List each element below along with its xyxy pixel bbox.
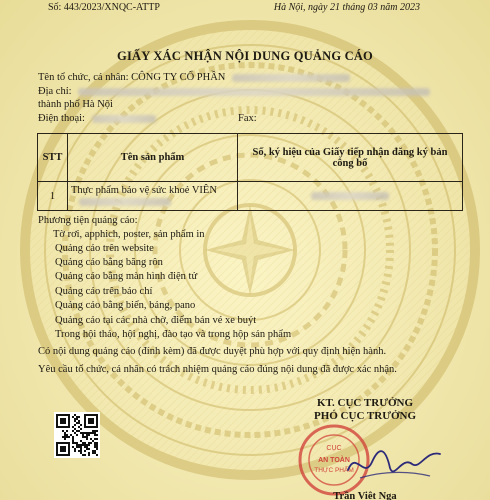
redacted-product-name: [79, 198, 171, 206]
header-product-name: Tên sản phẩm: [68, 134, 238, 182]
org-name-label: Tên tổ chức, cá nhân:: [38, 72, 129, 83]
media-item: Quảng cáo trên website: [55, 243, 154, 254]
approval-statement: Có nội dung quảng cáo (đính kèm) đã được duyệt phù hợp với quy định hiện hành.: [38, 346, 387, 357]
media-item: Quảng cáo bằng băng rôn: [55, 257, 163, 268]
seal-text-mid: AN TOÀN: [318, 457, 350, 464]
redacted-address: [78, 88, 430, 96]
media-item: Tờ rơi, apphich, poster, sản phẩm in: [53, 229, 205, 240]
signer-title-2: PHÓ CỤC TRƯỞNG: [313, 410, 417, 422]
table-header-row: [38, 134, 463, 182]
red-seal-icon: [300, 426, 368, 494]
products-table: [37, 133, 463, 211]
cell-registration-number: [238, 182, 463, 211]
org-phone-label: Điện thoại:: [38, 113, 85, 124]
media-item: Quảng cáo bằng biển, bảng, pano: [55, 300, 196, 311]
org-name-value: CÔNG TY CỔ PHẦN: [131, 72, 226, 83]
redacted-org-name: [232, 74, 350, 82]
qr-code-icon: [56, 414, 98, 456]
table-row: [38, 182, 463, 211]
org-phone-line: [38, 112, 156, 125]
cell-stt: 1: [38, 182, 68, 211]
issue-date: Hà Nội, ngày 21 tháng 03 năm 2023: [273, 2, 420, 13]
product-name-text: Thực phẩm bảo vệ sức khoẻ VIÊN: [71, 185, 217, 196]
document-number: Số: 443/2023/XNQC-ATTP: [48, 2, 160, 13]
org-address-line: [38, 85, 430, 98]
org-address-label: Địa chỉ:: [38, 86, 72, 97]
redacted-phone: [92, 115, 156, 123]
document-title: GIẤY XÁC NHẬN NỘI DUNG QUẢNG CÁO: [117, 49, 373, 63]
handwritten-signature: [348, 451, 440, 471]
signer-title-1: KT. CỤC TRƯỞNG: [316, 397, 414, 409]
org-fax-label: Fax:: [238, 113, 257, 124]
official-seal-and-signature: [290, 420, 450, 500]
signer-name: Trần Việt Nga: [333, 491, 397, 500]
redacted-registration-number: [311, 192, 389, 200]
responsibility-statement: Yêu cầu tổ chức, cá nhân có trách nhiệm quảng cáo đúng nội dung đã được xác nhận.: [38, 364, 397, 375]
media-item: Quảng cáo trên báo chí: [55, 286, 153, 297]
media-item: Quảng cáo bằng màn hình điện tử: [55, 271, 198, 282]
seal-text-top: CỤC: [326, 445, 342, 452]
org-name-line: [38, 71, 350, 84]
header-stt: STT: [38, 134, 68, 182]
seal-text-bottom: THỰC PHẨM: [314, 467, 354, 474]
media-heading: Phương tiện quảng cáo:: [38, 215, 138, 226]
media-item: Trong hội thảo, hội nghị, đào tạo và trong hộp sản phẩm: [55, 329, 292, 340]
media-item: Quảng cáo tại các nhà chờ, điểm bán vé xe buýt: [55, 315, 257, 326]
header-registration-number: Số, ký hiệu của Giấy tiếp nhận đăng ký bản công bố: [238, 134, 463, 182]
org-address-city: thành phố Hà Nội: [38, 99, 113, 110]
qr-code: [54, 412, 100, 458]
cell-product-name: [68, 182, 238, 211]
